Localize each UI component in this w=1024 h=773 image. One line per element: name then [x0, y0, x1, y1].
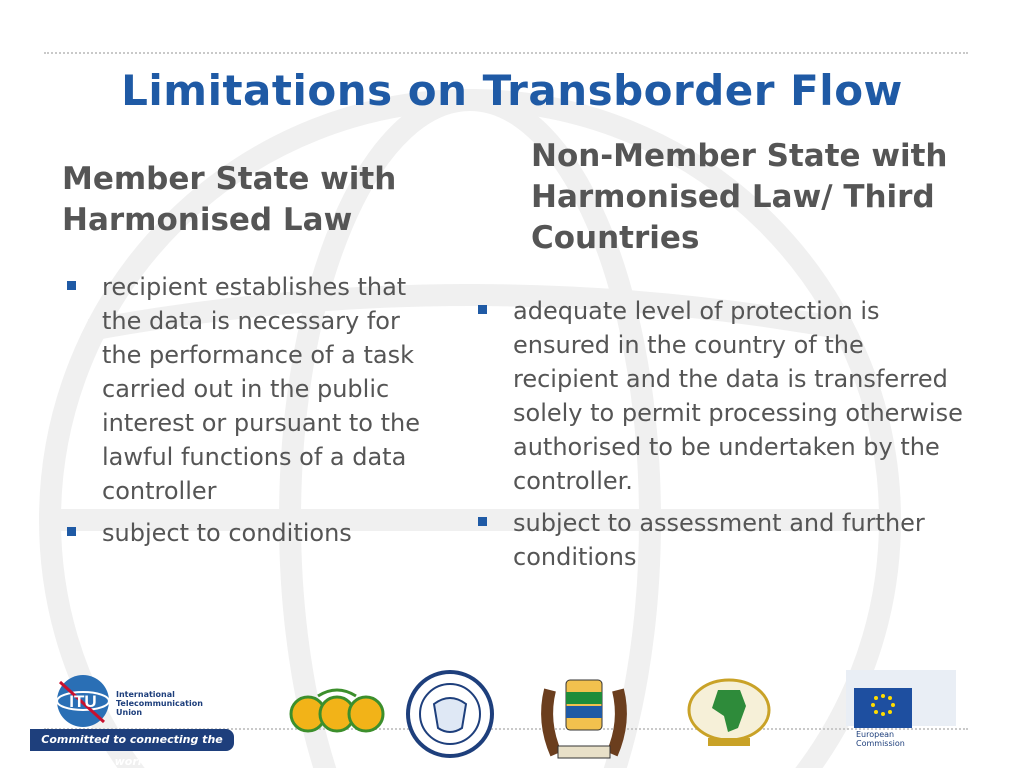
left-column-heading: Member State with Harmonised Law — [62, 161, 397, 238]
list-item: subject to conditions — [62, 516, 432, 550]
itu-logo — [52, 672, 114, 730]
bullet-square-icon — [67, 527, 76, 536]
itu-name: International Telecommunication Union — [116, 690, 203, 717]
list-item: adequate level of protection is ensured in the country of the recipient and the data is transferred solely to permit processing otherwise authorised to be undertaken by the controller. — [473, 294, 973, 498]
svg-text:ITU: ITU — [69, 692, 97, 711]
european-commission-label: European Commission — [856, 730, 905, 748]
page-title: Limitations on Transborder Flow — [121, 66, 903, 115]
eac-logo — [288, 684, 386, 738]
itu-tagline: Committed to connecting the world — [30, 729, 234, 751]
right-bullet-list — [473, 294, 973, 582]
european-commission-logo — [826, 664, 962, 730]
list-item: subject to assessment and further conditions — [473, 506, 973, 574]
au-emblem — [680, 676, 778, 750]
left-bullet-list — [62, 270, 432, 558]
top-divider — [44, 52, 968, 54]
coat-of-arms — [528, 662, 640, 764]
bullet-square-icon — [478, 517, 487, 526]
bullet-square-icon — [478, 305, 487, 314]
bullet-square-icon — [67, 281, 76, 290]
sadc-seal — [404, 670, 496, 758]
list-item: recipient establishes that the data is necessary for the performance of a task carried out in the public interest or pursuant to the lawful functions of a data controller — [62, 270, 432, 508]
right-column-heading: Non-Member State with Harmonised Law/ Third Countries — [531, 138, 948, 256]
